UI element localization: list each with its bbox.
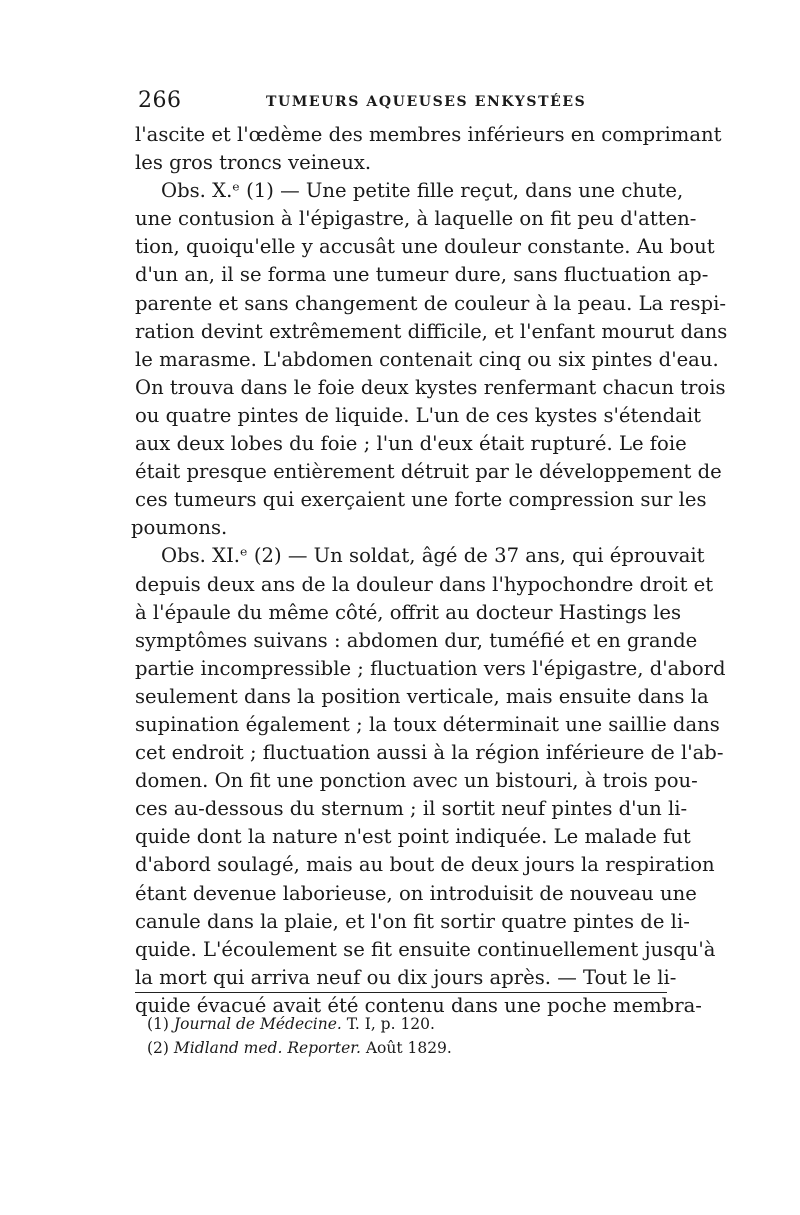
text-line: l'ascite et l'œdème des membres inférieurs en comprimant: [135, 123, 722, 146]
text-line: symptômes suivans : abdomen dur, tuméfié et en grande: [135, 628, 698, 652]
text-line: d'un an, il se forma une tumeur dure, sans fluctuation ap-: [135, 263, 709, 287]
text-line: seulement dans la position verticale, mais ensuite dans la: [135, 684, 709, 708]
text-line: quide. L'écoulement se fit ensuite continuellement jusqu'à: [135, 937, 716, 961]
page-header: [138, 88, 668, 116]
footnote-source: Midland med. Reporter.: [173, 1039, 361, 1057]
text-line: une contusion à l'épigastre, à laquelle on fit peu d'atten-: [135, 207, 697, 231]
footnote-reference: T. I, p. 120.: [346, 1015, 435, 1033]
text-line: ration devint extrêmement difficile, et l'enfant mourut dans: [135, 319, 728, 343]
text-line: On trouva dans le foie deux kystes renfermant chacun trois: [135, 375, 726, 399]
text-line: aux deux lobes du foie ; l'un d'eux était rupturé. Le foie: [135, 432, 687, 456]
text-line: parente et sans changement de couleur à la peau. La respi-: [135, 291, 726, 315]
text-line: était presque entièrement détruit par le développement de: [135, 460, 722, 484]
text-line: d'abord soulagé, mais au bout de deux jours la respiration: [135, 853, 715, 877]
footnote-source: Journal de Médecine.: [173, 1015, 342, 1033]
text-line: ou quatre pintes de liquide. L'un de ces kystes s'étendait: [135, 403, 701, 427]
text-line: ces au-dessous du sternum ; il sortit neuf pintes d'un li-: [135, 797, 688, 821]
footnote-reference: Août 1829.: [365, 1039, 452, 1057]
text-line: à l'épaule du même côté, offrit au docteur Hastings les: [135, 600, 682, 624]
text-line: canule dans la plaie, et l'on fit sortir quatre pintes de li-: [135, 909, 690, 933]
text-line: quide dont la nature n'est point indiquée. Le malade fut: [135, 825, 691, 849]
running-head: TUMEURS AQUEUSES ENKYSTÉES: [266, 94, 587, 110]
observation-x-start: Obs. X.ᵉ (1) — Une petite fille reçut, dans une chute,: [161, 179, 684, 203]
footnote-1: [147, 1012, 647, 1036]
text-line: la mort qui arriva neuf ou dix jours après. — Tout le li-: [135, 965, 677, 989]
observation-xi-start: Obs. XI.ᵉ (2) — Un soldat, âgé de 37 ans, qui éprouvait: [161, 544, 705, 568]
text-line: depuis deux ans de la douleur dans l'hypochondre droit et: [135, 572, 714, 596]
text-line: le marasme. L'abdomen contenait cinq ou six pintes d'eau.: [135, 347, 719, 371]
footnote-marker: (1): [147, 1015, 169, 1033]
text-line: poumons.: [131, 516, 228, 540]
text-line: ces tumeurs qui exerçaient une forte compression sur les: [135, 488, 707, 512]
text-line: partie incompressible ; fluctuation vers l'épigastre, d'abord: [135, 656, 726, 680]
text-line: quide évacué avait été contenu dans une poche membra-: [135, 993, 702, 1017]
text-line: tion, quoiqu'elle y accusât une douleur constante. Au bout: [135, 235, 715, 259]
text-line: étant devenue laborieuse, on introduisit de nouveau une: [135, 881, 697, 905]
page-number: 266: [138, 88, 182, 113]
footnote-separator: [135, 992, 667, 993]
footnotes: [147, 1012, 647, 1060]
text-line: domen. On fit une ponction avec un bistouri, à trois pou-: [135, 769, 698, 793]
body-text: [131, 121, 728, 1020]
text-line: cet endroit ; fluctuation aussi à la région inférieure de l'ab-: [135, 741, 724, 765]
text-line: les gros troncs veineux.: [135, 151, 372, 175]
text-line: supination également ; la toux déterminait une saillie dans: [135, 712, 720, 736]
footnote-2: [147, 1036, 647, 1060]
footnote-marker: (2): [147, 1039, 169, 1057]
